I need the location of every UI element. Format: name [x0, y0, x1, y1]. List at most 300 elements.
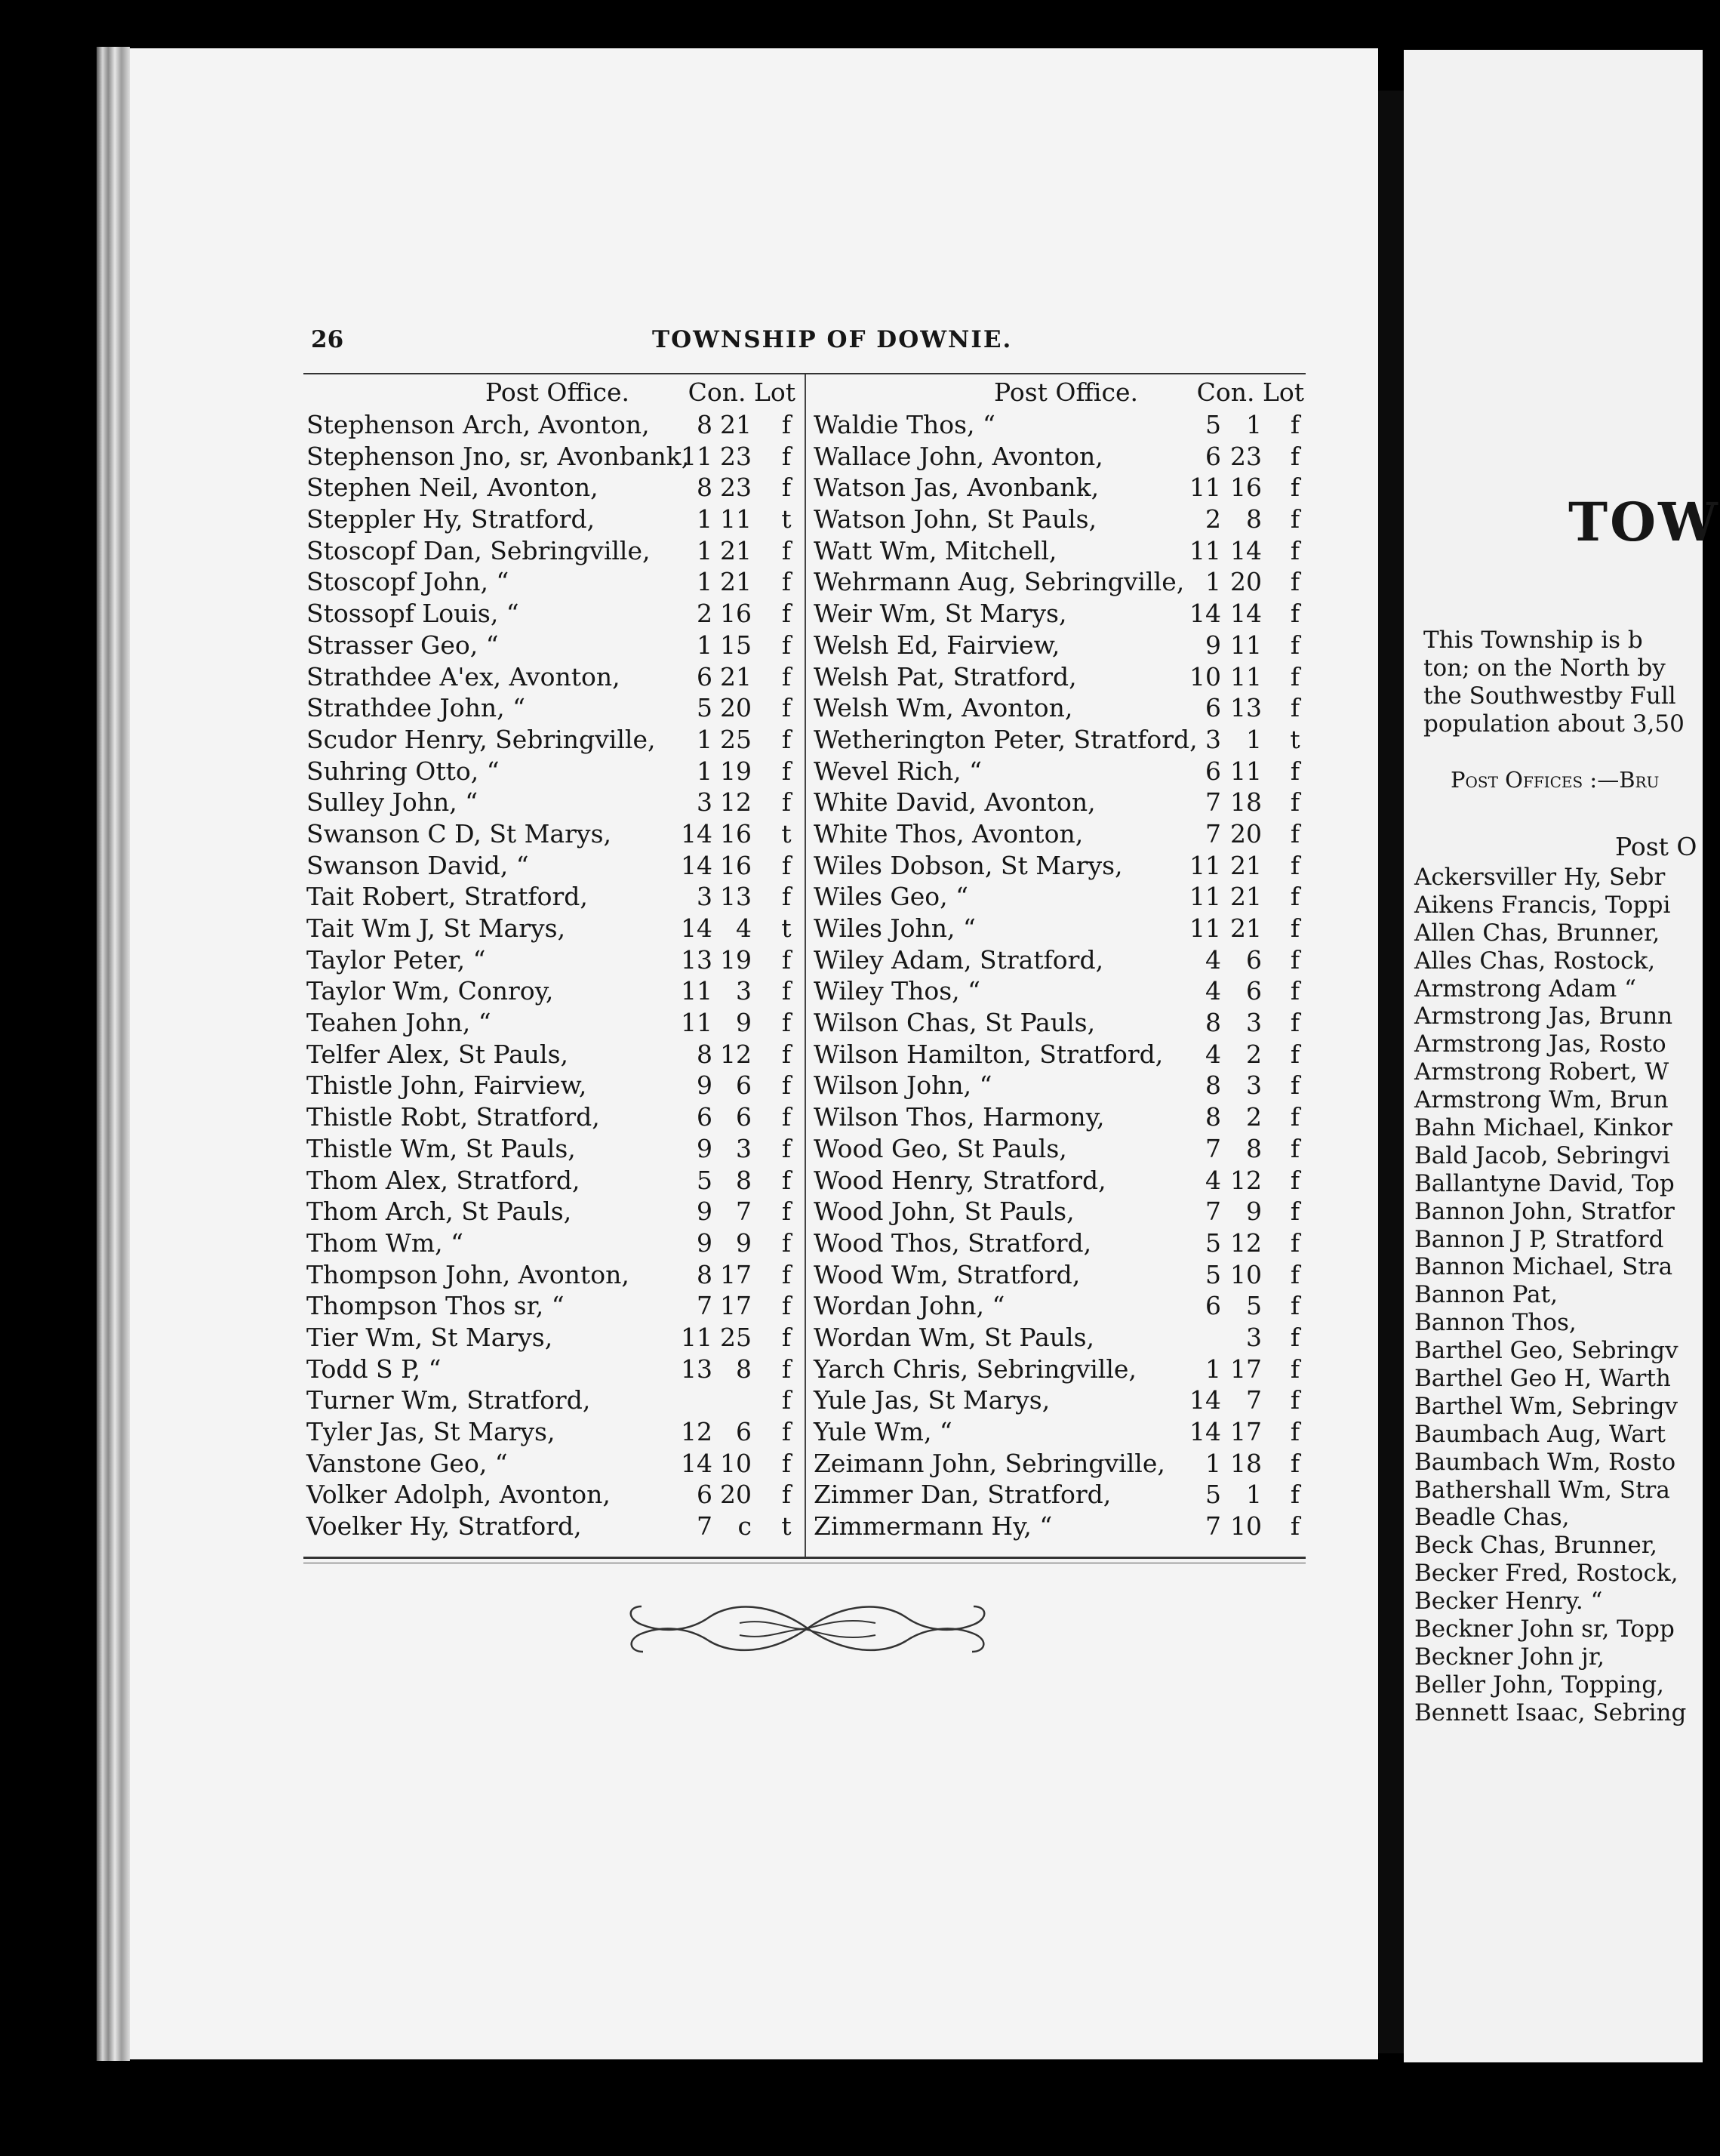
- entry-name-post-office: Wood Thos, Stratford,: [814, 1227, 1092, 1258]
- entry-lot: 18: [1230, 1448, 1262, 1478]
- entry-concession: 6: [697, 661, 712, 691]
- entry-lot: 11: [1230, 630, 1262, 660]
- entry-name-post-office: Teahen John, “: [306, 1008, 491, 1038]
- entry-name-post-office: Stoscopf John, “: [306, 567, 509, 597]
- entry-name-post-office: Wordan Wm, St Pauls,: [814, 1322, 1095, 1352]
- entry-concession: 14: [681, 913, 712, 943]
- right-column-header: [814, 377, 1304, 409]
- entry-lot: 12: [1230, 1227, 1262, 1258]
- entry-lot-type: f: [781, 630, 792, 660]
- entry-lot: 8: [1246, 1133, 1262, 1163]
- entry-name-post-office: Wordan John, “: [814, 1291, 1005, 1321]
- entry-name-post-office: Tier Wm, St Marys,: [306, 1322, 553, 1352]
- entry-lot: 3: [1246, 1008, 1262, 1038]
- entry-lot-type: f: [781, 976, 792, 1006]
- entry-name-post-office: White Thos, Avonton,: [814, 818, 1084, 849]
- directory-entry: [306, 598, 798, 630]
- entry-lot-type: f: [781, 1008, 792, 1038]
- entry-lot: 3: [1246, 1322, 1262, 1352]
- entry-name-post-office: Stephenson Jno, sr, Avonbank,: [306, 441, 690, 471]
- entry-lot-type: f: [1290, 1197, 1300, 1227]
- entry-concession: 8: [697, 473, 712, 503]
- entry-concession: 7: [697, 1511, 712, 1542]
- entry-concession: 4: [1205, 1039, 1221, 1069]
- directory-entry: [306, 692, 798, 724]
- directory-entry: Barthel Geo, Sebringv: [1414, 1337, 1678, 1365]
- directory-entry: [814, 598, 1306, 630]
- entry-lot: 7: [1246, 1385, 1262, 1415]
- directory-entry: [814, 1511, 1306, 1542]
- post-office-heading: Post Office.: [994, 377, 1138, 407]
- entry-lot-type: f: [781, 756, 792, 786]
- entry-lot: 20: [720, 1480, 752, 1510]
- entry-lot: 1: [1246, 724, 1262, 754]
- directory-entry: [814, 1165, 1306, 1197]
- entry-name-post-office: Yule Wm, “: [814, 1417, 952, 1446]
- entry-concession: 2: [697, 599, 712, 629]
- entry-name-post-office: Yule Jas, St Marys,: [814, 1385, 1051, 1415]
- entry-lot: 15: [720, 630, 752, 660]
- entry-concession: 6: [697, 1480, 712, 1510]
- directory-entry: [306, 1101, 798, 1133]
- entry-name-post-office: Thom Alex, Stratford,: [306, 1165, 580, 1195]
- entry-lot: 13: [720, 882, 752, 912]
- entry-lot: 3: [1246, 1070, 1262, 1101]
- entry-name-post-office: Wiley Adam, Stratford,: [814, 944, 1104, 975]
- directory-entry: [306, 1354, 798, 1385]
- entry-lot-type: f: [1290, 567, 1300, 597]
- directory-entry: [814, 566, 1306, 598]
- entry-lot-type: f: [781, 850, 792, 880]
- directory-entry: Bathershall Wm, Stra: [1414, 1476, 1670, 1504]
- entry-concession: 6: [1205, 693, 1221, 723]
- entry-concession: 3: [697, 787, 712, 818]
- directory-entry: [814, 472, 1306, 504]
- directory-entry: [814, 1290, 1306, 1322]
- entry-concession: 4: [1205, 1165, 1221, 1195]
- directory-entry: [306, 1165, 798, 1197]
- entry-name-post-office: Zimmermann Hy, “: [814, 1511, 1053, 1542]
- entry-name-post-office: Thom Wm, “: [306, 1227, 463, 1258]
- entry-concession: 1: [697, 535, 712, 565]
- directory-entry: Baumbach Aug, Wart: [1414, 1420, 1666, 1448]
- directory-entry: Bahn Michael, Kinkor: [1414, 1114, 1672, 1142]
- directory-entry: Becker Henry. “: [1414, 1588, 1603, 1615]
- right-page-title: TOW: [1568, 491, 1720, 553]
- entry-name-post-office: Stossopf Louis, “: [306, 599, 519, 629]
- directory-entry: [814, 1354, 1306, 1385]
- entry-concession: 9: [697, 1070, 712, 1101]
- entry-lot: 23: [720, 473, 752, 503]
- directory-entry: [306, 1133, 798, 1165]
- entry-name-post-office: Turner Wm, Stratford,: [306, 1385, 591, 1415]
- entry-lot: 1: [1246, 410, 1262, 439]
- entry-name-post-office: Welsh Ed, Fairview,: [814, 630, 1060, 660]
- directory-entry: Aikens Francis, Toppi: [1414, 891, 1671, 919]
- entry-lot: 10: [1230, 1511, 1262, 1542]
- directory-entry: [814, 1133, 1306, 1165]
- entry-lot-type: f: [1290, 756, 1300, 786]
- directory-entry: [814, 850, 1306, 882]
- entry-lot-type: f: [781, 410, 792, 439]
- directory-entry: Bannon J P, Stratford: [1414, 1225, 1664, 1253]
- entry-lot-type: f: [781, 535, 792, 565]
- entry-lot-type: f: [781, 882, 792, 912]
- entry-name-post-office: Swanson David, “: [306, 850, 529, 880]
- entry-name-post-office: Wevel Rich, “: [814, 756, 982, 786]
- directory-entry: Armstrong Robert, W: [1414, 1058, 1669, 1086]
- entry-concession: 8: [697, 410, 712, 439]
- entry-lot-type: f: [781, 944, 792, 975]
- entry-concession: 1: [697, 630, 712, 660]
- directory-entry: Bannon John, Stratfor: [1414, 1197, 1675, 1225]
- entry-concession: 1: [1205, 1354, 1221, 1384]
- directory-entry: [306, 1227, 798, 1259]
- directory-entry: [814, 1322, 1306, 1354]
- right-page: [1404, 50, 1720, 2062]
- entry-lot: 16: [720, 850, 752, 880]
- entry-lot-type: f: [781, 1133, 792, 1163]
- entry-concession: 4: [1205, 976, 1221, 1006]
- right-directory-column: [814, 409, 1306, 1542]
- entry-name-post-office: Wood Wm, Stratford,: [814, 1259, 1081, 1289]
- entry-lot-type: f: [1290, 1070, 1300, 1101]
- entry-concession: 7: [1205, 1197, 1221, 1227]
- directory-entry: [306, 850, 798, 882]
- entry-name-post-office: Wetherington Peter, Stratford,: [814, 724, 1198, 754]
- entry-name-post-office: Watson John, St Pauls,: [814, 504, 1097, 534]
- entry-lot: 11: [720, 504, 752, 534]
- entry-lot: 16: [1230, 473, 1262, 503]
- entry-concession: 7: [1205, 1133, 1221, 1163]
- directory-entry: [814, 441, 1306, 473]
- entry-lot: 17: [720, 1259, 752, 1289]
- directory-entry: [814, 1101, 1306, 1133]
- entry-name-post-office: Yarch Chris, Sebringville,: [814, 1354, 1137, 1384]
- entry-lot-type: f: [781, 567, 792, 597]
- directory-entry: [814, 630, 1306, 661]
- entry-lot: c: [737, 1511, 752, 1542]
- entry-name-post-office: Welsh Pat, Stratford,: [814, 661, 1077, 691]
- directory-entry: [814, 409, 1306, 441]
- entry-concession: 7: [697, 1291, 712, 1321]
- entry-lot-type: f: [781, 1039, 792, 1069]
- entry-concession: 11: [1189, 535, 1221, 565]
- directory-entry: [306, 661, 798, 693]
- entry-concession: 5: [697, 1165, 712, 1195]
- directory-entry: [306, 535, 798, 567]
- entry-lot-type: f: [1290, 850, 1300, 880]
- entry-lot: 23: [720, 441, 752, 471]
- entry-concession: 8: [697, 1039, 712, 1069]
- entry-concession: 4: [1205, 944, 1221, 975]
- entry-concession: 11: [681, 1322, 712, 1352]
- directory-entry: [306, 504, 798, 535]
- directory-entry: [306, 1448, 798, 1480]
- entry-concession: 11: [1189, 882, 1221, 912]
- entry-concession: 6: [1205, 441, 1221, 471]
- entry-lot-type: f: [1290, 976, 1300, 1006]
- entry-concession: 11: [681, 1008, 712, 1038]
- entry-lot: 11: [1230, 661, 1262, 691]
- entry-name-post-office: Todd S P, “: [306, 1354, 442, 1384]
- entry-concession: 7: [1205, 818, 1221, 849]
- entry-concession: 6: [1205, 1291, 1221, 1321]
- entry-lot-type: f: [1290, 1448, 1300, 1478]
- entry-lot-type: f: [781, 693, 792, 723]
- entry-name-post-office: White David, Avonton,: [814, 787, 1096, 818]
- entry-lot: 17: [1230, 1417, 1262, 1446]
- entry-concession: 14: [681, 1448, 712, 1478]
- entry-concession: 11: [1189, 913, 1221, 943]
- entry-name-post-office: Zeimann John, Sebringville,: [814, 1448, 1165, 1478]
- directory-entry: [306, 1479, 798, 1511]
- entry-concession: 13: [681, 944, 712, 975]
- entry-name-post-office: Welsh Wm, Avonton,: [814, 693, 1073, 723]
- entry-concession: 2: [1205, 504, 1221, 534]
- directory-entry: [306, 756, 798, 787]
- entry-lot-type: f: [1290, 473, 1300, 503]
- entry-lot: 9: [736, 1227, 752, 1258]
- directory-entry: [306, 409, 798, 441]
- entry-concession: 14: [1189, 1385, 1221, 1415]
- directory-entry: [814, 692, 1306, 724]
- entry-lot: 9: [736, 1008, 752, 1038]
- entry-lot-type: f: [781, 441, 792, 471]
- entry-lot: 7: [736, 1197, 752, 1227]
- entry-lot: 1: [1246, 1480, 1262, 1510]
- entry-concession: 5: [1205, 410, 1221, 439]
- entry-name-post-office: Wehrmann Aug, Sebringville,: [814, 567, 1185, 597]
- entry-name-post-office: Watson Jas, Avonbank,: [814, 473, 1100, 503]
- directory-entry: [306, 1196, 798, 1227]
- directory-entry: [814, 1416, 1306, 1448]
- entry-concession: 7: [1205, 787, 1221, 818]
- directory-entry: [814, 1070, 1306, 1101]
- entry-lot-type: f: [1290, 1227, 1300, 1258]
- entry-lot-type: f: [781, 1448, 792, 1478]
- entry-lot-type: f: [1290, 1008, 1300, 1038]
- directory-entry: Ballantyne David, Top: [1414, 1169, 1675, 1197]
- entry-lot-type: f: [1290, 1259, 1300, 1289]
- entry-name-post-office: Tait Robert, Stratford,: [306, 882, 588, 912]
- entry-lot: 16: [720, 818, 752, 849]
- entry-lot-type: f: [1290, 1385, 1300, 1415]
- entry-name-post-office: Voelker Hy, Stratford,: [306, 1511, 582, 1542]
- directory-entry: Beller John, Topping,: [1414, 1671, 1664, 1699]
- entry-concession: 5: [697, 693, 712, 723]
- entry-lot: 9: [1246, 1197, 1262, 1227]
- entry-lot: 8: [736, 1354, 752, 1384]
- entry-name-post-office: Wood Henry, Stratford,: [814, 1165, 1106, 1195]
- entry-lot: 21: [720, 410, 752, 439]
- entry-name-post-office: Swanson C D, St Marys,: [306, 818, 611, 849]
- entry-lot-type: f: [1290, 1354, 1300, 1384]
- entry-lot: 20: [1230, 567, 1262, 597]
- entry-lot-type: f: [1290, 504, 1300, 534]
- entry-lot-type: f: [1290, 535, 1300, 565]
- entry-name-post-office: Volker Adolph, Avonton,: [306, 1480, 611, 1510]
- entry-name-post-office: Wood John, St Pauls,: [814, 1197, 1075, 1227]
- entry-name-post-office: Wallace John, Avonton,: [814, 441, 1103, 471]
- entry-name-post-office: Weir Wm, St Marys,: [814, 599, 1067, 629]
- directory-entry: [306, 1322, 798, 1354]
- entry-lot-type: f: [781, 787, 792, 818]
- entry-concession: 11: [681, 441, 712, 471]
- directory-entry: Bannon Pat,: [1414, 1281, 1558, 1309]
- entry-name-post-office: Tyler Jas, St Marys,: [306, 1417, 555, 1446]
- entry-lot-type: t: [781, 1511, 792, 1542]
- entry-name-post-office: Thistle Wm, St Pauls,: [306, 1133, 576, 1163]
- entry-name-post-office: Thom Arch, St Pauls,: [306, 1197, 572, 1227]
- running-head: TOWNSHIP OF DOWNIE.: [652, 326, 1013, 353]
- entry-lot-type: f: [1290, 1511, 1300, 1542]
- entry-name-post-office: Thompson Thos sr, “: [306, 1291, 565, 1321]
- entry-lot: 11: [1230, 756, 1262, 786]
- entry-name-post-office: Waldie Thos, “: [814, 410, 995, 439]
- entry-concession: 3: [1205, 724, 1221, 754]
- intro-line: population about 3,50: [1423, 710, 1685, 738]
- entry-lot: 10: [1230, 1259, 1262, 1289]
- entry-name-post-office: Strasser Geo, “: [306, 630, 499, 660]
- directory-entry: [814, 881, 1306, 913]
- directory-entry: [814, 913, 1306, 944]
- entry-lot: 19: [720, 756, 752, 786]
- entry-name-post-office: Taylor Wm, Conroy,: [306, 976, 554, 1006]
- entry-concession: 5: [1205, 1259, 1221, 1289]
- directory-entry: [306, 1039, 798, 1070]
- entry-lot-type: f: [1290, 1480, 1300, 1510]
- entry-concession: 1: [697, 504, 712, 534]
- entry-concession: 14: [1189, 599, 1221, 629]
- entry-concession: 5: [1205, 1480, 1221, 1510]
- entry-lot-type: f: [1290, 630, 1300, 660]
- entry-name-post-office: Strathdee John, “: [306, 693, 525, 723]
- directory-entry: [814, 1448, 1306, 1480]
- entry-lot: 6: [736, 1070, 752, 1101]
- entry-name-post-office: Stoscopf Dan, Sebringville,: [306, 535, 651, 565]
- entry-name-post-office: Wood Geo, St Pauls,: [814, 1133, 1067, 1163]
- entry-name-post-office: Wilson Hamilton, Stratford,: [814, 1039, 1164, 1069]
- entry-lot-type: f: [1290, 1322, 1300, 1352]
- entry-lot: 25: [720, 1322, 752, 1352]
- entry-lot-type: f: [1290, 944, 1300, 975]
- entry-lot-type: f: [781, 1197, 792, 1227]
- directory-entry: [306, 1007, 798, 1039]
- entry-concession: 5: [1205, 1227, 1221, 1258]
- entry-name-post-office: Thompson John, Avonton,: [306, 1259, 629, 1289]
- entry-lot: 4: [736, 913, 752, 943]
- directory-entry: Beck Chas, Brunner,: [1414, 1532, 1658, 1560]
- directory-entry: [814, 787, 1306, 818]
- entry-lot: 21: [1230, 913, 1262, 943]
- directory-entry: [306, 975, 798, 1007]
- entry-lot-type: f: [1290, 1417, 1300, 1446]
- entry-lot: 14: [1230, 535, 1262, 565]
- book-gutter: [1378, 91, 1405, 2053]
- entry-lot-type: f: [1290, 787, 1300, 818]
- directory-entry: [306, 1511, 798, 1542]
- entry-lot-type: f: [781, 661, 792, 691]
- entry-lot: 14: [1230, 599, 1262, 629]
- directory-entry: Armstrong Jas, Rosto: [1414, 1030, 1666, 1058]
- entry-concession: 8: [697, 1259, 712, 1289]
- entry-lot: 17: [1230, 1354, 1262, 1384]
- entry-name-post-office: Wilson Chas, St Pauls,: [814, 1008, 1096, 1038]
- entry-name-post-office: Scudor Henry, Sebringville,: [306, 724, 656, 754]
- entry-lot: 2: [1246, 1039, 1262, 1069]
- entry-lot-type: f: [781, 1259, 792, 1289]
- entry-name-post-office: Thistle John, Fairview,: [306, 1070, 587, 1101]
- directory-entry: [306, 1070, 798, 1101]
- entry-concession: 14: [681, 818, 712, 849]
- entry-lot: 19: [720, 944, 752, 975]
- entry-lot-type: t: [1290, 724, 1300, 754]
- post-office-heading: Post Office.: [485, 377, 629, 407]
- entry-lot-type: f: [781, 1102, 792, 1132]
- directory-entry: Armstrong Jas, Brunn: [1414, 1003, 1673, 1030]
- entry-name-post-office: Wilson Thos, Harmony,: [814, 1102, 1105, 1132]
- entry-lot-type: f: [781, 1417, 792, 1446]
- entry-lot-type: f: [781, 1291, 792, 1321]
- entry-lot-type: f: [781, 1385, 792, 1415]
- directory-entry: Bennett Isaac, Sebring: [1414, 1699, 1687, 1726]
- entry-name-post-office: Vanstone Geo, “: [306, 1448, 508, 1478]
- entry-concession: 9: [1205, 630, 1221, 660]
- page-number: 26: [311, 326, 344, 353]
- entry-lot: 16: [720, 599, 752, 629]
- directory-entry: [814, 661, 1306, 693]
- directory-entry: Alles Chas, Rostock,: [1414, 947, 1656, 975]
- directory-entry: Beckner John sr, Topp: [1414, 1615, 1675, 1643]
- directory-entry: [814, 724, 1306, 756]
- directory-entry: Becker Fred, Rostock,: [1414, 1560, 1678, 1588]
- directory-entry: [814, 504, 1306, 535]
- entry-concession: 14: [1189, 1417, 1221, 1446]
- entry-lot-type: f: [1290, 1165, 1300, 1195]
- directory-entry: [306, 913, 798, 944]
- directory-entry: [814, 818, 1306, 850]
- entry-lot-type: f: [1290, 913, 1300, 943]
- entry-name-post-office: Thistle Robt, Stratford,: [306, 1102, 600, 1132]
- entry-lot: 8: [1246, 504, 1262, 534]
- directory-entry: [814, 1384, 1306, 1416]
- entry-lot-type: f: [1290, 599, 1300, 629]
- directory-entry: Beadle Chas,: [1414, 1504, 1570, 1532]
- entry-lot-type: f: [1290, 693, 1300, 723]
- entry-lot: 6: [1246, 976, 1262, 1006]
- entry-concession: 1: [697, 756, 712, 786]
- entry-concession: 14: [681, 850, 712, 880]
- post-offices-line: Post Offices :—Bru: [1451, 767, 1660, 793]
- entry-lot: 23: [1230, 441, 1262, 471]
- directory-entry: Allen Chas, Brunner,: [1414, 919, 1660, 947]
- entry-lot-type: f: [781, 1227, 792, 1258]
- directory-entry: [814, 1479, 1306, 1511]
- entry-name-post-office: Wiley Thos, “: [814, 976, 981, 1006]
- entry-name-post-office: Taylor Peter, “: [306, 944, 486, 975]
- left-column-header: [306, 377, 795, 409]
- entry-lot: 13: [1230, 693, 1262, 723]
- entry-concession: 7: [1205, 1511, 1221, 1542]
- entry-lot: 6: [736, 1417, 752, 1446]
- entry-concession: 1: [697, 567, 712, 597]
- directory-entry: [306, 566, 798, 598]
- directory-entry: [814, 1039, 1306, 1070]
- entry-lot-type: f: [1290, 1039, 1300, 1069]
- left-directory-column: [306, 409, 798, 1542]
- directory-entry: Armstrong Adam “: [1414, 975, 1636, 1003]
